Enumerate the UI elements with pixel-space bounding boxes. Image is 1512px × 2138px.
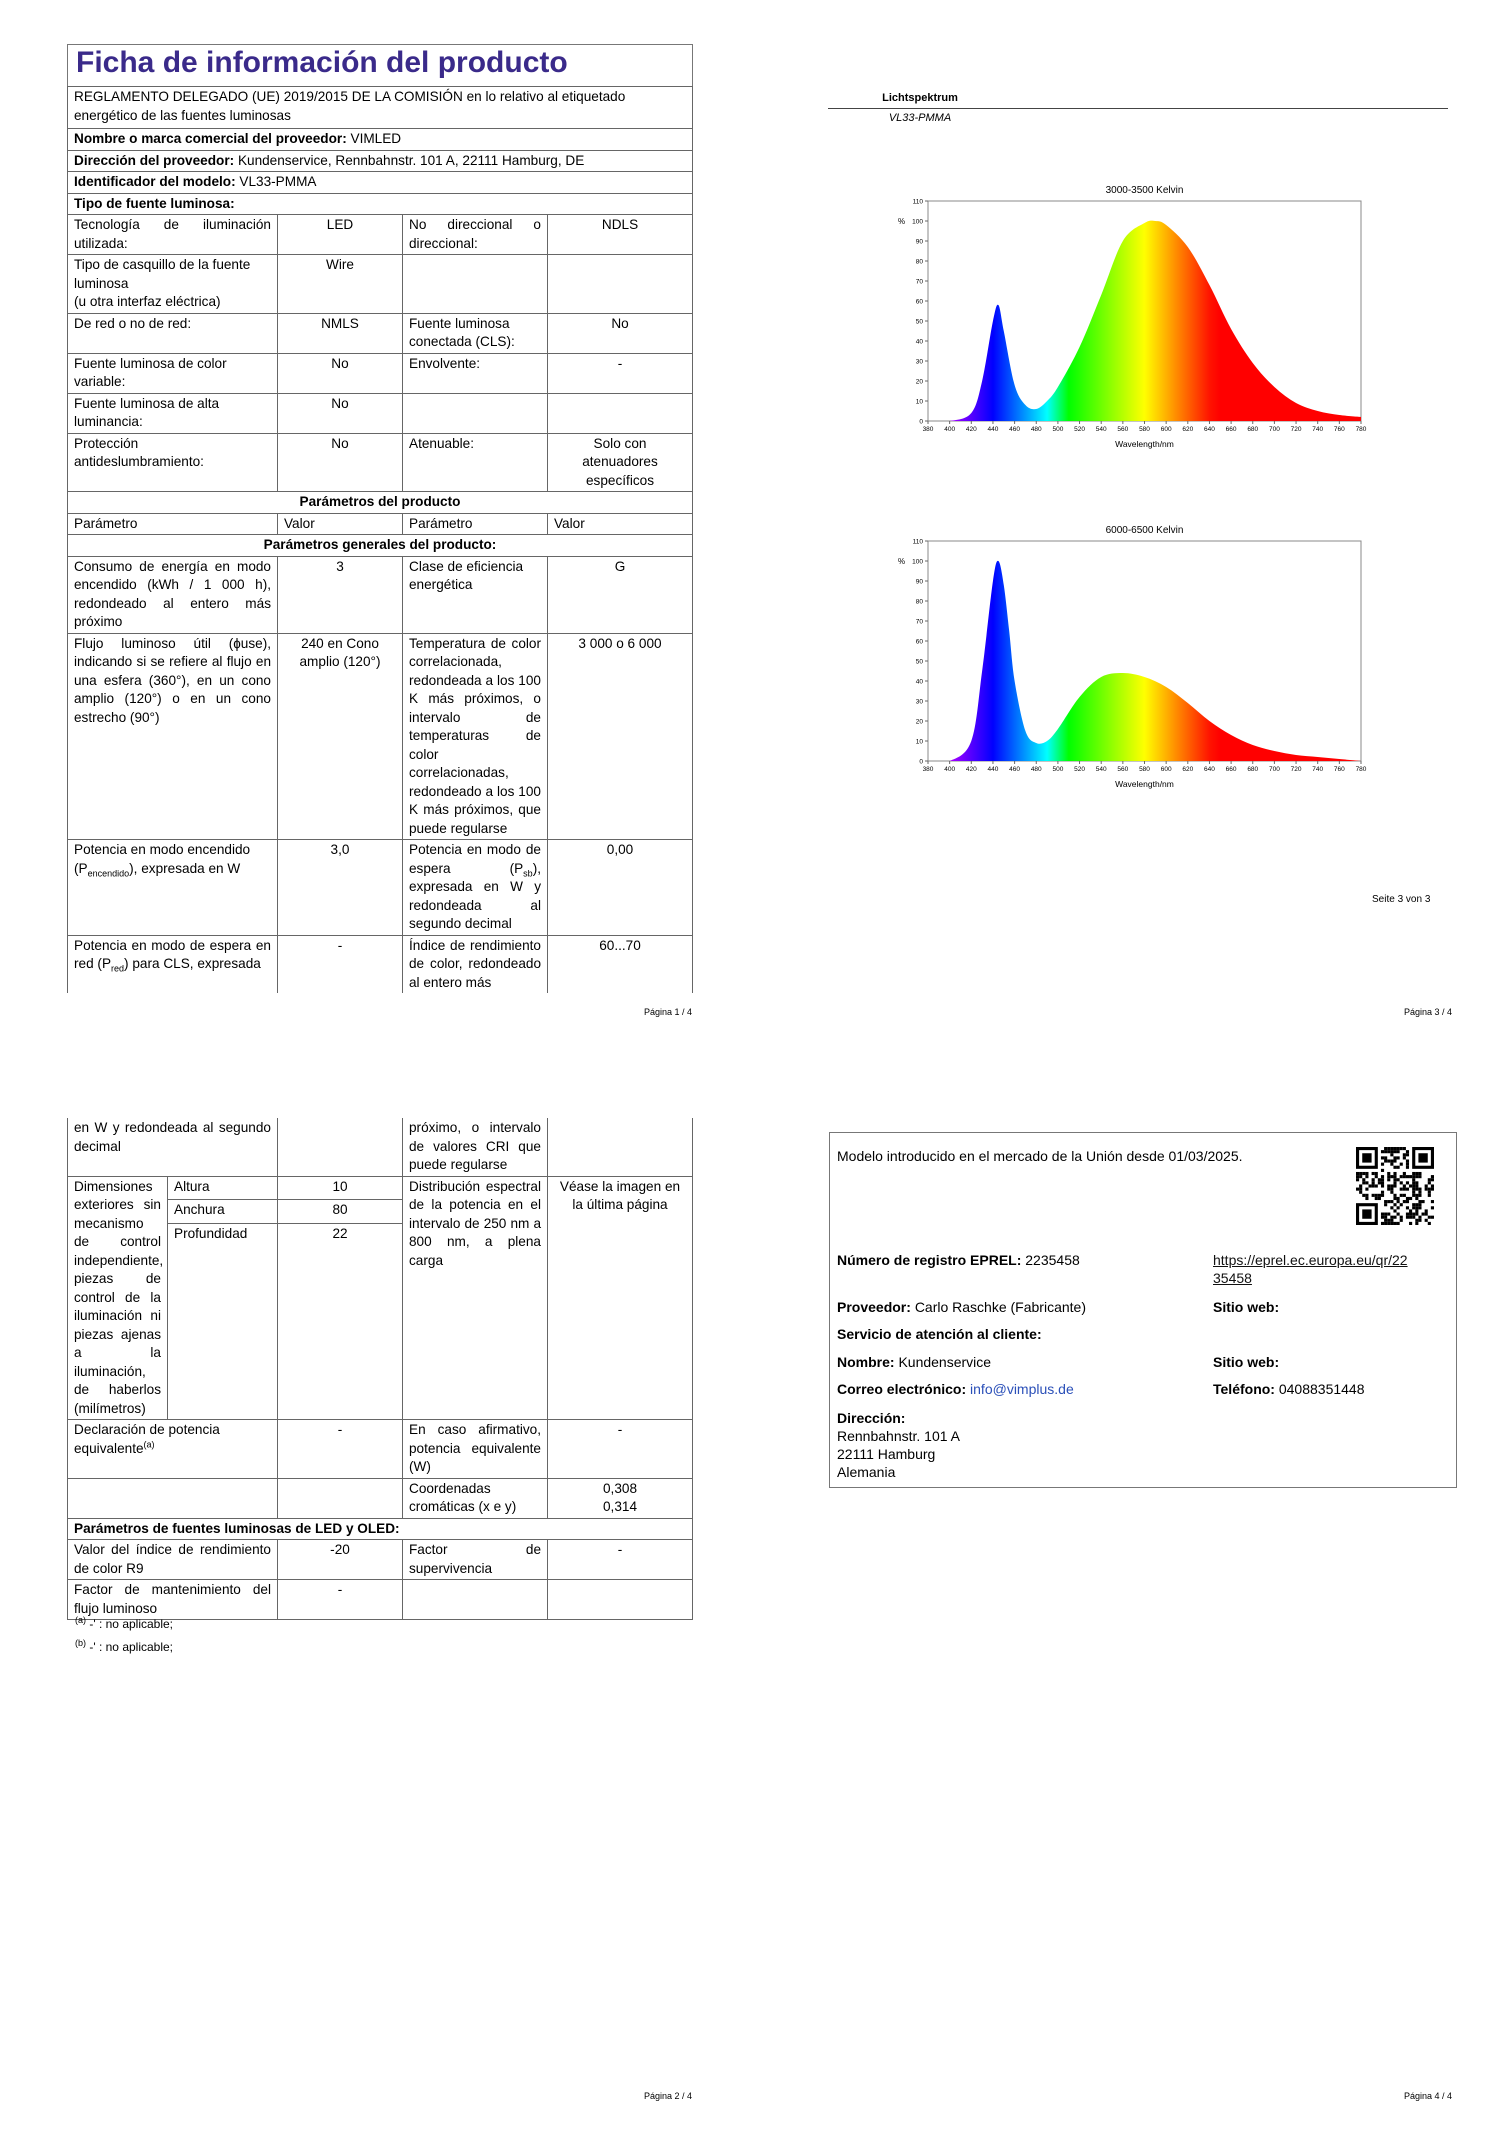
spectrum-subtitle: VL33-PMMA: [888, 112, 952, 124]
eprel-intro: Modelo introducido en el mercado de la Unión desde 01/03/2025.: [837, 1148, 1243, 1164]
x-tick-label: 760: [1333, 426, 1345, 433]
dim-label: Atenuable:: [403, 433, 548, 492]
y-tick-label: 90: [915, 578, 923, 586]
spectrum-header-rule: [828, 108, 1448, 109]
address-label: Dirección del proveedor:: [74, 152, 235, 168]
x-tick-label: 760: [1333, 766, 1345, 773]
y-axis-label: %: [898, 217, 906, 226]
x-tick-label: 560: [1117, 766, 1129, 773]
x-tick-label: 720: [1290, 426, 1302, 433]
depth-label: Profundidad: [168, 1224, 278, 1420]
page3-number: Página 3 / 4: [1404, 1007, 1453, 1017]
x-tick-label: 780: [1355, 426, 1367, 433]
chroma-y: 0,314: [602, 1499, 638, 1514]
spectrum-header: [820, 92, 1020, 104]
pon-label: [68, 840, 278, 936]
y-tick-label: 70: [915, 618, 923, 626]
psb-sub: sb: [523, 868, 533, 879]
spectrum-chart-1: [880, 175, 1400, 465]
footnote-a-text: -' : no aplicable;: [89, 1617, 174, 1631]
x-tick-label: 680: [1247, 766, 1259, 773]
x-tick-label: 420: [965, 426, 977, 433]
cri-value: 60...70: [548, 935, 693, 993]
height-value: 10: [278, 1176, 403, 1200]
y-tick-label: 20: [915, 378, 923, 386]
y-tick-label: 110: [912, 538, 923, 546]
r9-label: Valor del índice de rendimiento de color R9: [68, 1540, 278, 1580]
x-tick-label: 560: [1117, 426, 1129, 433]
equiv2-value: -: [548, 1420, 693, 1479]
pnet-value: -: [278, 935, 403, 993]
x-tick-label: 440: [987, 766, 999, 773]
eprel-email-label: Correo electrónico:: [837, 1381, 967, 1397]
equiv-value: -: [278, 1420, 403, 1479]
y-tick-label: 100: [912, 218, 923, 226]
nondir-value: NDLS: [548, 215, 693, 255]
spectrum-chart-2: [880, 515, 1400, 805]
x-tick-label: 660: [1225, 426, 1237, 433]
x-tick-label: 700: [1268, 766, 1280, 773]
footnote-a: [75, 1617, 173, 1631]
spectrum-page-of: Seite 3 von 3: [1372, 894, 1431, 905]
equiv2-label: En caso afirmativo, potencia equivalente (W): [403, 1420, 548, 1479]
x-tick-label: 460: [1009, 766, 1021, 773]
cap-label-main: Tipo de casquillo de la fuente luminosa: [74, 257, 251, 291]
x-tick-label: 420: [965, 766, 977, 773]
x-tick-label: 720: [1290, 766, 1302, 773]
eprel-address-line2: 22111 Hamburg: [837, 1446, 936, 1462]
cap-label-sub: (u otra interfaz eléctrica): [74, 294, 221, 309]
maint-label: Factor de mantenimiento del flujo luminoso: [68, 1580, 278, 1620]
eprel-name: [837, 1353, 991, 1371]
eprel-link[interactable]: [1213, 1251, 1408, 1287]
height-label: Altura: [168, 1176, 278, 1200]
empty-cell: [278, 1118, 403, 1176]
eprel-phone: [1213, 1380, 1365, 1398]
x-tick-label: 640: [1204, 426, 1215, 433]
x-tick-label: 520: [1074, 766, 1085, 773]
psb-label-b: ), expresada en W y redondeada al segundo decimal: [409, 860, 541, 931]
eprel-address-line3: Alemania: [837, 1464, 896, 1480]
x-tick-label: 380: [922, 766, 934, 773]
eprel-name-label: Nombre:: [837, 1354, 895, 1370]
nondir-label: No direccional o direccional:: [403, 215, 548, 255]
empty-cell: [548, 1580, 693, 1620]
spd-value: Véase la imagen en la última página: [548, 1176, 693, 1420]
x-tick-label: 480: [1030, 766, 1042, 773]
y-tick-label: 90: [915, 238, 923, 246]
y-tick-label: 0: [919, 758, 923, 766]
flux-value: 240 en Cono amplio (120°): [278, 633, 403, 840]
supplier-row: [68, 129, 693, 151]
eprel-address-line1: Rennbahnstr. 101 A: [837, 1428, 960, 1444]
y-axis-label: %: [898, 557, 906, 566]
psb-label-a: Potencia en modo de espera (P: [409, 842, 541, 876]
eprel-supplier: [837, 1298, 1086, 1316]
equiv-sup: (a): [143, 1438, 155, 1449]
r9-value: -20: [278, 1540, 403, 1580]
model-value: VL33-PMMA: [239, 174, 317, 189]
cri-label: Índice de rendimiento de color, redondeado al entero más: [403, 935, 548, 993]
address-value: Kundenservice, Rennbahnstr. 101 A, 22111 Hamburg, DE: [237, 152, 585, 168]
x-tick-label: 400: [944, 766, 956, 773]
product-info-table: [67, 86, 693, 993]
energy-label: Consumo de energía en modo encendido (kWh / 1 000 h), redondeado al entero más próximo: [68, 556, 278, 633]
col-param: Parámetro: [403, 513, 548, 535]
pnet-sub: red: [111, 963, 125, 974]
class-label: Clase de eficiencia energética: [403, 556, 548, 633]
empty-cell: [403, 255, 548, 314]
pnet-label: [68, 935, 278, 993]
led-heading: Parámetros de fuentes luminosas de LED y OLED:: [68, 1518, 693, 1540]
eprel-email-link[interactable]: info@vimplus.de: [970, 1381, 1074, 1397]
cont-left: en W y redondeada al segundo decimal: [68, 1118, 278, 1176]
dims-label: Dimensiones exteriores sin mecanismo de control independiente, piezas de control de la iluminación ni piezas ajenas a la iluminación, de haberlos (milímetros): [68, 1176, 168, 1420]
eprel-name-value: Kundenservice: [898, 1354, 992, 1370]
x-tick-label: 740: [1312, 766, 1324, 773]
page2-number: Página 2 / 4: [644, 2091, 693, 2101]
model-row: [68, 172, 693, 194]
col-value: Valor: [548, 513, 693, 535]
x-tick-label: 540: [1095, 426, 1107, 433]
type-heading: Tipo de fuente luminosa:: [68, 193, 693, 215]
empty-cell: [548, 393, 693, 433]
x-tick-label: 500: [1052, 766, 1064, 773]
empty-cell: [403, 393, 548, 433]
dim-value: Solo con atenuadores específicos: [548, 433, 693, 492]
y-tick-label: 30: [915, 358, 923, 366]
pon-label-b: ), expresada en W: [129, 860, 241, 876]
general-heading: Parámetros generales del producto:: [68, 535, 693, 557]
psb-label: [403, 840, 548, 936]
eprel-service-label: Servicio de atención al cliente:: [837, 1326, 1042, 1342]
tech-value: LED: [278, 215, 403, 255]
x-tick-label: 580: [1139, 766, 1150, 773]
y-tick-label: 60: [915, 638, 923, 646]
page1-number: Página 1 / 4: [644, 1007, 693, 1017]
pnet-label-b: ) para CLS, expresada: [124, 956, 261, 971]
env-label: Envolvente:: [403, 353, 548, 393]
qr-code-icon: [1356, 1147, 1434, 1225]
x-tick-label: 400: [944, 426, 956, 433]
eprel-supplier-label: Proveedor:: [837, 1299, 911, 1315]
chart-title: 6000-6500 Kelvin: [1105, 525, 1184, 536]
eprel-label: Número de registro EPREL:: [837, 1252, 1022, 1268]
color-value: No: [278, 353, 403, 393]
x-tick-label: 620: [1182, 766, 1194, 773]
y-tick-label: 50: [915, 658, 923, 666]
class-value: G: [548, 556, 693, 633]
eprel-phone-value: 04088351448: [1278, 1381, 1365, 1397]
empty-cell: [548, 255, 693, 314]
y-tick-label: 40: [915, 678, 923, 686]
cont-right: próximo, o intervalo de valores CRI que puede regularse: [403, 1118, 548, 1176]
regulation-text: REGLAMENTO DELEGADO (UE) 2019/2015 DE LA COMISIÓN en lo relativo al etiquetado energético de las fuentes luminosas: [68, 87, 693, 129]
y-tick-label: 100: [912, 558, 923, 566]
cls-label: Fuente luminosa conectada (CLS):: [403, 313, 548, 353]
model-label: Identificador del modelo:: [74, 174, 236, 189]
x-tick-label: 580: [1139, 426, 1150, 433]
y-tick-label: 80: [915, 258, 923, 266]
x-tick-label: 460: [1009, 426, 1021, 433]
x-axis-label: Wavelength/nm: [1115, 439, 1174, 449]
col-param: Parámetro: [68, 513, 278, 535]
y-tick-label: 20: [915, 718, 923, 726]
chroma-values: [548, 1478, 693, 1518]
footnote-b: [75, 1640, 173, 1654]
cls-value: No: [548, 313, 693, 353]
cct-label: Temperatura de color correlacionada, redondeada a los 100 K más próximos, o intervalo de temperaturas de color correlacionadas, redondeado a los 100 K más próximos, que puede regularse: [403, 633, 548, 840]
flux-label: Flujo luminoso útil (ɸuse), indicando si se refiere al flujo en una esfera (360°), en un cono amplio (120°) o en un cono estrecho (90°): [68, 633, 278, 840]
y-tick-label: 10: [915, 398, 923, 406]
page4-number: Página 4 / 4: [1404, 2091, 1453, 2101]
pon-value: 3,0: [278, 840, 403, 936]
hl-label: Fuente luminosa de alta luminancia:: [68, 393, 278, 433]
y-tick-label: 110: [912, 198, 923, 206]
footnote-a-mark: (a): [75, 1615, 86, 1625]
x-axis-label: Wavelength/nm: [1115, 779, 1174, 789]
x-tick-label: 740: [1312, 426, 1324, 433]
pon-label-a: Potencia en modo encendido (P: [74, 842, 251, 876]
equiv-label-text: Declaración de potencia equivalente: [74, 1422, 220, 1456]
eprel-link-line1[interactable]: https://eprel.ec.europa.eu/qr/22: [1213, 1252, 1408, 1268]
y-tick-label: 50: [915, 318, 923, 326]
mains-label: De red o no de red:: [68, 313, 278, 353]
x-tick-label: 540: [1095, 766, 1107, 773]
hl-value: No: [278, 393, 403, 433]
params-heading: Parámetros del producto: [68, 492, 693, 514]
equiv-label: [68, 1420, 278, 1479]
x-tick-label: 620: [1182, 426, 1194, 433]
cap-value: Wire: [278, 255, 403, 314]
glare-label: Protección antideslumbramiento:: [68, 433, 278, 492]
x-tick-label: 700: [1268, 426, 1280, 433]
width-label: Anchura: [168, 1200, 278, 1224]
x-tick-label: 520: [1074, 426, 1085, 433]
surv-value: -: [548, 1540, 693, 1580]
x-tick-label: 660: [1225, 766, 1237, 773]
chroma-label: Coordenadas cromáticas (x e y): [403, 1478, 548, 1518]
width-value: 80: [278, 1200, 403, 1224]
supplier-label: Nombre o marca comercial del proveedor:: [74, 131, 347, 146]
y-tick-label: 10: [915, 738, 923, 746]
x-tick-label: 680: [1247, 426, 1259, 433]
eprel-address-label: Dirección:: [837, 1410, 906, 1426]
chart-title: 3000-3500 Kelvin: [1105, 185, 1184, 196]
x-tick-label: 600: [1160, 426, 1172, 433]
depth-value: 22: [278, 1224, 403, 1420]
chroma-x: 0,308: [602, 1480, 638, 1496]
cap-label: [68, 255, 278, 314]
mains-value: NMLS: [278, 313, 403, 353]
eprel-email: [837, 1380, 1074, 1398]
empty-cell: [403, 1580, 548, 1620]
page-title: Ficha de información del producto: [76, 46, 568, 79]
col-value: Valor: [278, 513, 403, 535]
cct-value: 3 000 o 6 000: [548, 633, 693, 840]
address-row: [68, 150, 693, 172]
supplier-value: VIMLED: [350, 131, 402, 146]
x-tick-label: 440: [987, 426, 999, 433]
eprel-phone-label: Teléfono:: [1213, 1381, 1275, 1397]
eprel-address: [837, 1427, 960, 1481]
product-info-table-cont: [67, 1118, 693, 1620]
eprel-supplier-value: Carlo Raschke (Fabricante): [914, 1299, 1086, 1315]
y-tick-label: 40: [915, 338, 923, 346]
x-tick-label: 480: [1030, 426, 1042, 433]
x-tick-label: 780: [1355, 766, 1367, 773]
color-label: Fuente luminosa de color variable:: [68, 353, 278, 393]
spd-label: Distribución espectral de la potencia en el intervalo de 250 nm a 800 nm, a plena carga: [403, 1176, 548, 1420]
footnote-b-text: -' : no aplicable;: [89, 1640, 174, 1654]
x-tick-label: 640: [1204, 766, 1215, 773]
footnote-b-mark: (b): [75, 1638, 86, 1648]
tech-label: Tecnología de iluminación utilizada:: [68, 215, 278, 255]
pnet-label-a: Potencia en modo de espera en red (P: [74, 937, 271, 971]
glare-value: No: [278, 433, 403, 492]
x-tick-label: 500: [1052, 426, 1064, 433]
eprel-website-label: Sitio web:: [1213, 1299, 1280, 1315]
y-tick-label: 70: [915, 278, 923, 286]
eprel-box: [829, 1132, 1457, 1488]
y-tick-label: 80: [915, 598, 923, 606]
spectrum-title: Lichtspektrum: [882, 92, 958, 104]
y-tick-label: 0: [919, 418, 923, 426]
pon-sub: encendido: [87, 868, 130, 879]
eprel-link-line2[interactable]: 35458: [1213, 1270, 1252, 1286]
eprel-value: 2235458: [1025, 1252, 1080, 1268]
y-tick-label: 60: [915, 298, 923, 306]
empty-cell: [68, 1478, 278, 1518]
maint-value: -: [278, 1580, 403, 1620]
y-tick-label: 30: [915, 698, 923, 706]
empty-cell: [548, 1118, 693, 1176]
x-tick-label: 380: [922, 426, 934, 433]
empty-cell: [278, 1478, 403, 1518]
x-tick-label: 600: [1160, 766, 1172, 773]
energy-value: 3: [278, 556, 403, 633]
env-value: -: [548, 353, 693, 393]
eprel-website2-label: Sitio web:: [1213, 1354, 1280, 1370]
eprel-reg: [837, 1251, 1080, 1269]
psb-value: 0,00: [548, 840, 693, 936]
surv-label: Factor de supervivencia: [403, 1540, 548, 1580]
